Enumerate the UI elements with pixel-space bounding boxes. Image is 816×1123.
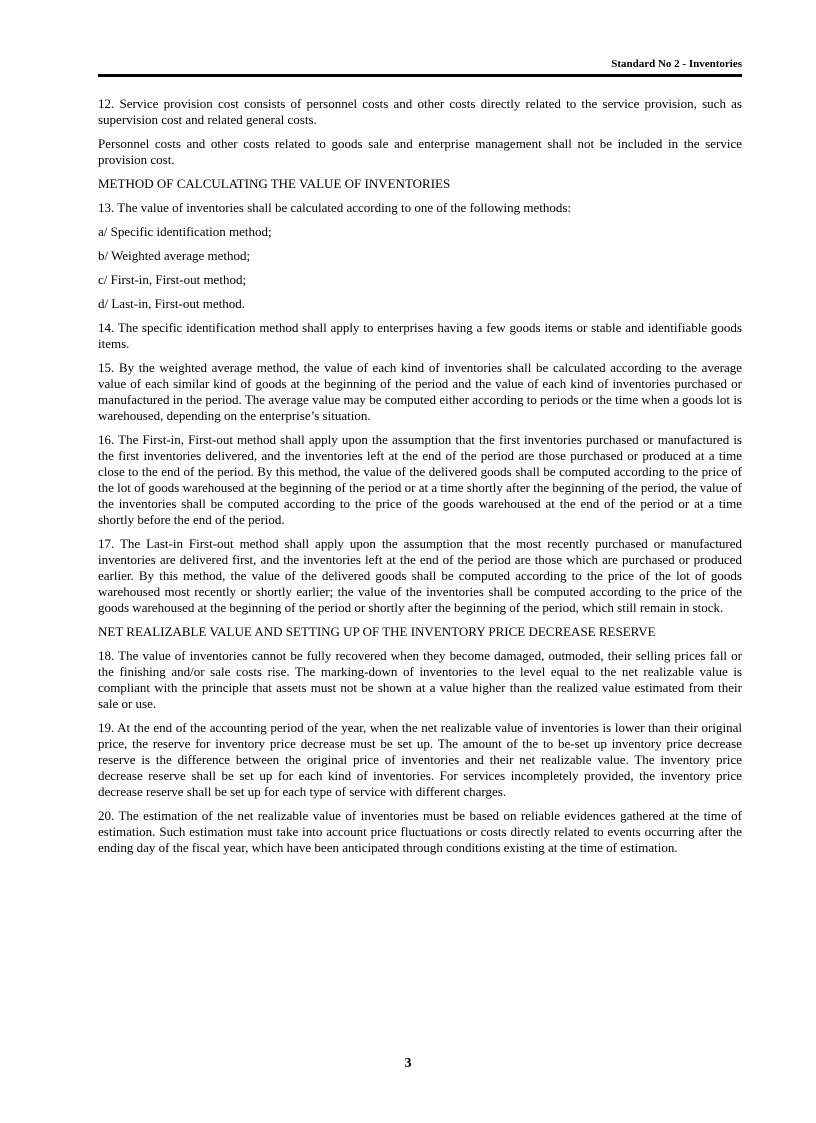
paragraph-12-note: Personnel costs and other costs related to goods sale and enterprise management shall not be included in the service provision cost.: [98, 136, 742, 167]
paragraph-18: 18. The value of inventories cannot be fully recovered when they become damaged, outmoded, their selling prices fall or the finishing and/or sale costs rise. The marking-down of inventories to the level equal to the net realizable value is compliant with the principle that assets must not be shown at a value higher than the realized value estimated from their sale or use.: [98, 648, 742, 711]
list-item-c: c/ First-in, First-out method;: [98, 272, 247, 287]
header-rule: [98, 74, 742, 77]
list-item-a: a/ Specific identification method;: [98, 224, 272, 239]
document-body: [98, 96, 742, 864]
paragraph-15: 15. By the weighted average method, the value of each kind of inventories shall be calculated according to the average value of each similar kind of goods at the beginning of the period and the value of each kind of inventories purchased or manufactured in the period. The average value may be computed either according to periods or the time when a goods lot is warehoused, depending on the enterprise’s situation.: [98, 360, 742, 423]
paragraph-17: 17. The Last-in First-out method shall apply upon the assumption that the most recently purchased or manufactured inventories are delivered first, and the inventories left at the end of the period are those which are purchased or produced earlier. By this method, the value of the delivered goods shall be computed according to the price of the lot of goods warehoused most recently or shortly earlier; the value of the inventories shall be computed according to the price of the goods warehoused at the beginning of the period or shortly after the beginning of the period, which still remain in stock.: [98, 536, 742, 615]
page-number: 3: [404, 1056, 412, 1071]
paragraph-13: 13. The value of inventories shall be calculated according to one of the following methods:: [98, 200, 572, 215]
paragraph-16: 16. The First-in, First-out method shall apply upon the assumption that the first inventories purchased or manufactured is the first inventories delivered, and the inventories left at the end of the period are those purchased or produced at a time close to the end of the period. By this method, the value of the delivered goods shall be computed according to the price of the lot of goods warehoused at the beginning of the period or at a time shortly after the beginning of the period, the value of the inventories shall be computed according to the price of the goods warehoused at the end of the period or at a time shortly before the end of the period.: [98, 432, 742, 527]
list-item-d: d/ Last-in, First-out method.: [98, 296, 245, 311]
list-item-b: b/ Weighted average method;: [98, 248, 251, 263]
paragraph-19: 19. At the end of the accounting period of the year, when the net realizable value of inventories is lower than their original price, the reserve for inventory price decrease must be set up. The amount of the to be-set up inventory price decrease reserve is the difference between the original price of inventories and their net realizable value. The inventory price decrease reserve shall be set up for each kind of inventories. For services incompletely provided, the inventory price decrease reserve shall be set up for each type of service with different charges.: [98, 720, 742, 799]
paragraph-20: 20. The estimation of the net realizable value of inventories must be based on reliable evidences gathered at the time of estimation. Such estimation must take into account price fluctuations or costs directly related to events occurring after the ending day of the fiscal year, which have been anticipated through conditions existing at the time of estimation.: [98, 808, 742, 855]
paragraph-14: 14. The specific identification method shall apply to enterprises having a few goods items or stable and identifiable goods items.: [98, 320, 742, 351]
section-heading-net-realizable-value: NET REALIZABLE VALUE AND SETTING UP OF THE INVENTORY PRICE DECREASE RESERVE: [98, 624, 656, 639]
paragraph-12: 12. Service provision cost consists of personnel costs and other costs directly related to the service provision, such as supervision cost and related general costs.: [98, 96, 742, 127]
running-header-title: Standard No 2 - Inventories: [611, 58, 742, 70]
section-heading-calculation-methods: METHOD OF CALCULATING THE VALUE OF INVENTORIES: [98, 176, 451, 191]
